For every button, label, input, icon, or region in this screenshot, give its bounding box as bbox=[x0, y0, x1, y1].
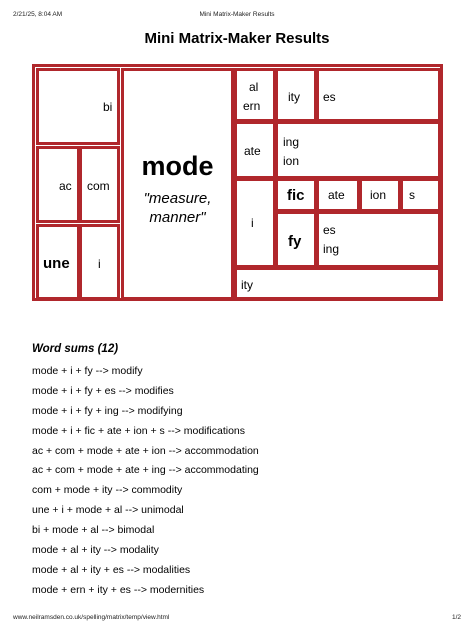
prefix-cell-ac bbox=[36, 146, 80, 223]
gloss-line-2: manner" bbox=[149, 209, 206, 226]
prefix-cell-com bbox=[79, 146, 120, 223]
list-item: mode + i + fy + ing --> modifying bbox=[32, 404, 183, 417]
list-item: mode + i + fy + es --> modifies bbox=[32, 384, 174, 397]
base-gloss bbox=[124, 189, 231, 227]
prefix-une: une bbox=[43, 255, 70, 272]
suffix-cell-fy bbox=[275, 211, 317, 268]
suffix-cell-ity-2 bbox=[234, 267, 441, 300]
suffix-ate-2: ate bbox=[328, 188, 345, 202]
list-item: mode + i + fic + ate + ion + s --> modifications bbox=[32, 424, 246, 437]
suffix-s: s bbox=[409, 188, 415, 202]
suffix-es: es bbox=[323, 90, 336, 104]
list-item: com + mode + ity --> commodity bbox=[32, 484, 183, 497]
page-title: Mini Matrix-Maker Results bbox=[144, 30, 330, 47]
suffix-cell-al-ern bbox=[234, 68, 276, 122]
suffix-cell-ing-ion bbox=[275, 121, 441, 179]
suffix-i: i bbox=[251, 216, 254, 230]
suffix-ity-2: ity bbox=[241, 278, 253, 292]
list-item: mode + i + fy --> modify bbox=[32, 365, 143, 377]
suffix-fic: fic bbox=[287, 187, 305, 204]
list-item: mode + al + ity --> modality bbox=[32, 544, 159, 557]
prefix-bi: bi bbox=[103, 100, 113, 114]
suffix-cell-s bbox=[400, 178, 441, 212]
prefix-cell-bi bbox=[36, 68, 120, 145]
suffix-ate: ate bbox=[244, 144, 261, 158]
suffix-cell-fic bbox=[275, 178, 317, 212]
suffix-al: al bbox=[249, 80, 259, 94]
suffix-ion-2: ion bbox=[370, 188, 387, 202]
print-datetime: 2/21/25, 8:04 AM bbox=[13, 11, 63, 18]
suffix-cell-ion-2 bbox=[359, 178, 401, 212]
word-sums-heading: Word sums (12) bbox=[32, 343, 119, 355]
prefix-cell-i bbox=[79, 224, 120, 300]
prefix-com: com bbox=[87, 179, 110, 193]
suffix-ing-2: ing bbox=[323, 242, 340, 256]
list-item: mode + ern + ity + es --> modernities bbox=[32, 583, 205, 596]
suffix-ern: ern bbox=[243, 99, 261, 113]
suffix-cell-i bbox=[234, 178, 276, 268]
prefix-i: i bbox=[98, 257, 101, 271]
list-item: bi + mode + al --> bimodal bbox=[32, 524, 155, 537]
suffix-ity: ity bbox=[288, 90, 300, 104]
suffix-ing: ing bbox=[283, 135, 300, 149]
print-page-number: 1/2 bbox=[451, 614, 461, 621]
list-item: une + i + mode + al --> unimodal bbox=[32, 504, 184, 517]
list-item: ac + com + mode + ate + ing --> accommodating bbox=[32, 464, 259, 477]
word-sums-list bbox=[32, 362, 259, 601]
suffix-es-2: es bbox=[323, 223, 336, 237]
list-item: ac + com + mode + ate + ion --> accommodation bbox=[32, 444, 259, 457]
print-url: www.neilramsden.co.uk/spelling/matrix/temp/view.html bbox=[13, 614, 170, 621]
list-item: mode + al + ity + es --> modalities bbox=[32, 563, 191, 576]
suffix-fy: fy bbox=[288, 233, 302, 250]
suffix-cell-ity bbox=[275, 68, 317, 122]
suffix-cell-es bbox=[316, 68, 441, 122]
suffix-cell-ate-2 bbox=[316, 178, 360, 212]
base-word: mode bbox=[141, 151, 214, 181]
gloss-line-1: "measure, bbox=[143, 190, 212, 207]
suffix-cell-ate bbox=[234, 121, 276, 179]
base-cell bbox=[121, 68, 234, 300]
print-page-title: Mini Matrix-Maker Results bbox=[199, 11, 275, 18]
prefix-ac: ac bbox=[59, 179, 72, 193]
word-matrix bbox=[32, 64, 443, 301]
suffix-ion: ion bbox=[283, 154, 300, 168]
suffix-cell-es-ing bbox=[316, 211, 441, 268]
prefix-cell-une bbox=[36, 224, 80, 300]
